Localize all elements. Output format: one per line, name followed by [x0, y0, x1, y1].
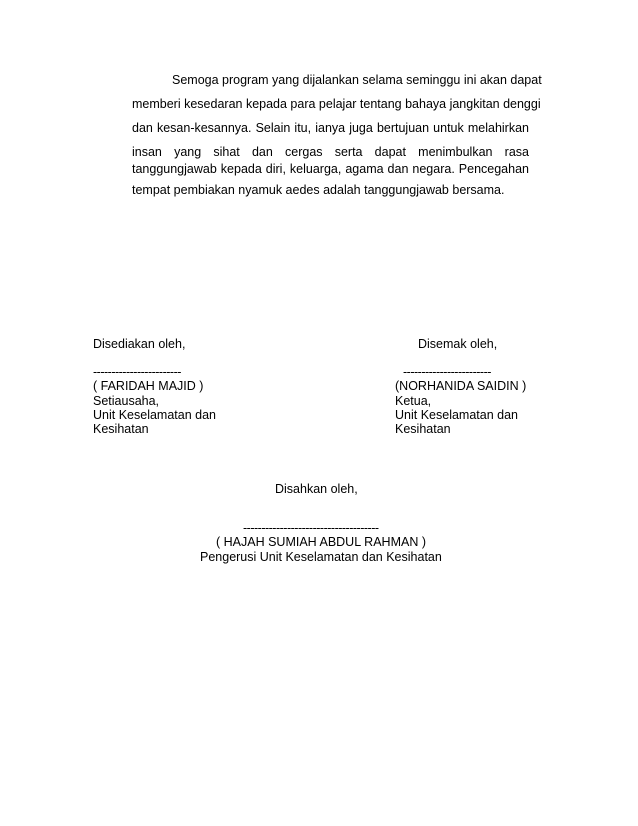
- checked-by-position: Ketua,: [395, 394, 432, 408]
- checked-by-unit: Unit Keselamatan dan: [395, 408, 518, 422]
- approved-by-name: ( HAJAH SUMIAH ABDUL RAHMAN ): [216, 535, 426, 549]
- signature-line: ------------------------: [93, 365, 181, 379]
- paragraph-line: Semoga program yang dijalankan selama seminggu ini akan dapat: [172, 73, 542, 87]
- paragraph-line: insan yang sihat dan cergas serta dapat menimbulkan rasa: [132, 145, 529, 159]
- signature-line: -------------------------------------: [243, 521, 379, 535]
- approved-by-label: Disahkan oleh,: [275, 482, 358, 496]
- prepared-by-label: Disediakan oleh,: [93, 337, 186, 351]
- prepared-by-position: Setiausaha,: [93, 394, 160, 408]
- prepared-by-unit: Kesihatan: [93, 422, 149, 436]
- prepared-by-name: ( FARIDAH MAJID ): [93, 379, 204, 393]
- checked-by-name: (NORHANIDA SAIDIN ): [395, 379, 527, 393]
- checked-by-label: Disemak oleh,: [418, 337, 498, 351]
- prepared-by-unit: Unit Keselamatan dan: [93, 408, 216, 422]
- paragraph-line: memberi kesedaran kepada para pelajar tentang bahaya jangkitan denggi: [132, 97, 541, 111]
- paragraph-line: dan kesan-kesannya. Selain itu, ianya juga bertujuan untuk melahirkan: [132, 121, 529, 135]
- checked-by-unit: Kesihatan: [395, 422, 451, 436]
- approved-by-position: Pengerusi Unit Keselamatan dan Kesihatan: [200, 550, 442, 564]
- paragraph-line: tempat pembiakan nyamuk aedes adalah tanggungjawab bersama.: [132, 183, 505, 197]
- signature-line: ------------------------: [403, 365, 491, 379]
- paragraph-line: tanggungjawab kepada diri, keluarga, agama dan negara. Pencegahan: [132, 162, 529, 176]
